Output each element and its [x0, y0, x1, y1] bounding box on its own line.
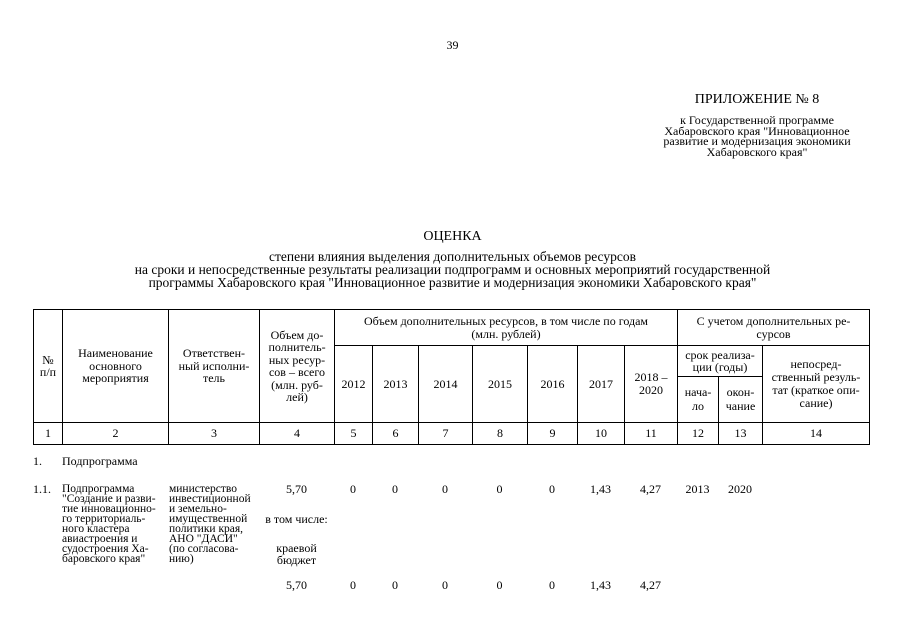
row-1-1-end-year: 2020	[728, 482, 752, 496]
header-cell-direct-result: непосред- ственный резуль- тат (краткое опи- сание)	[762, 345, 870, 423]
appendix-subtitle	[647, 115, 867, 157]
column-number-cell: 12	[677, 422, 719, 445]
appendix-line: к Государственной программе	[680, 113, 834, 127]
row-1-1-year-value: 0	[496, 482, 503, 496]
row-1-1-source-year-value: 4,27	[640, 578, 661, 592]
row-1-1-name: Подпрограмма "Создание и разви- тие инновационно- го территориаль- ного кластера авиастроения и судостроения Ха- баровского края"	[62, 483, 156, 565]
header-cell-year-2016: 2016	[527, 345, 578, 423]
header-cell-year-2014: 2014	[418, 345, 473, 423]
row-1-1-year-value: 1,43	[590, 482, 611, 496]
document-subtitle	[0, 250, 905, 289]
header-cell-term: срок реализа- ции (годы)	[677, 345, 763, 377]
row-1-1-source-total: 5,70	[286, 578, 307, 592]
column-number-cell: 14	[762, 422, 870, 445]
row-1-1-source-year-value: 0	[350, 578, 356, 592]
column-number-cell: 6	[372, 422, 419, 445]
column-number-cell: 1	[33, 422, 63, 445]
header-cell-number: № п/п	[33, 309, 63, 423]
header-cell-year-2015: 2015	[472, 345, 528, 423]
row-1-1-number: 1.1.	[33, 482, 51, 496]
header-cell-year-2018-2020: 2018 – 2020	[624, 345, 678, 423]
row-1-1-source-year-value: 0	[549, 578, 555, 592]
appendix-line: Хабаровского края "Инновационное	[664, 123, 850, 138]
row-1-1-total: 5,70	[286, 482, 307, 496]
column-number-cell: 3	[168, 422, 260, 445]
row-1-1-executor: министерство инвестиционной и земельно- имущественной политики края, АНО "ДАСИ" (по согласова- нию)	[169, 483, 251, 565]
page-number: 39	[446, 38, 459, 52]
header-cell-year-2013: 2013	[372, 345, 419, 423]
column-number-cell: 2	[62, 422, 169, 445]
header-cell-year-2017: 2017	[577, 345, 625, 423]
row-1-1-year-value: 0	[350, 482, 356, 496]
row-1-1-year-value: 4,27	[640, 482, 661, 496]
row-1-1-funding-source: краевой бюджет	[276, 541, 317, 567]
row-1-number: 1.	[33, 454, 42, 468]
header-cell-executor: Ответствен- ный исполни- тель	[168, 309, 260, 423]
document-subtitle-line: степени влияния выделения дополнительных объемов ресурсов	[268, 249, 636, 264]
row-1-1-source-year-value: 0	[442, 578, 448, 592]
row-1-1-source-year-value: 0	[392, 578, 398, 592]
header-cell-by-years: Объем дополнительных ресурсов, в том числе по годам (млн. рублей)	[334, 309, 678, 346]
header-cell-year-2012: 2012	[334, 345, 373, 423]
row-1-1-start-year: 2013	[685, 482, 710, 496]
column-number-cell: 9	[527, 422, 578, 445]
row-1-1-year-value: 0	[392, 482, 398, 496]
header-cell-term-end: окон- чание	[718, 376, 763, 423]
appendix-title: ПРИЛОЖЕНИЕ № 8	[694, 92, 820, 107]
appendix-line: развитие и модернизация экономики	[663, 134, 851, 148]
column-number-cell: 13	[718, 422, 763, 445]
column-number-cell: 10	[577, 422, 625, 445]
row-1-name: Подпрограмма	[62, 454, 138, 468]
appendix-line: Хабаровского края"	[706, 144, 808, 159]
column-number-cell: 5	[334, 422, 373, 445]
header-cell-total-volume: Объем до- полнитель- ных ресур- сов – всего (млн. руб- лей)	[259, 309, 335, 423]
column-number-cell: 7	[418, 422, 473, 445]
column-number-cell: 11	[624, 422, 678, 445]
header-cell-with-extra-resources: С учетом дополнительных ре- сурсов	[677, 309, 870, 346]
document-title: ОЦЕНКА	[423, 229, 482, 244]
row-1-1-source-year-value: 1,43	[590, 578, 611, 592]
row-1-1-year-value: 0	[442, 482, 448, 496]
row-1-1-year-value: 0	[549, 482, 555, 496]
row-1-1-source-year-value: 0	[496, 578, 503, 592]
document-subtitle-line: программы Хабаровского края "Инновационное развитие и модернизация экономики Хабаровского края"	[148, 275, 757, 290]
row-1-1-including-label: в том числе:	[265, 512, 328, 526]
header-cell-name: Наименование основного мероприятия	[62, 309, 169, 423]
column-number-cell: 4	[259, 422, 335, 445]
header-cell-term-start: нача- ло	[677, 376, 719, 423]
document-subtitle-line: на сроки и непосредственные результаты реализации подпрограмм и основных мероприятий государственной	[134, 262, 771, 277]
column-number-cell: 8	[472, 422, 528, 445]
